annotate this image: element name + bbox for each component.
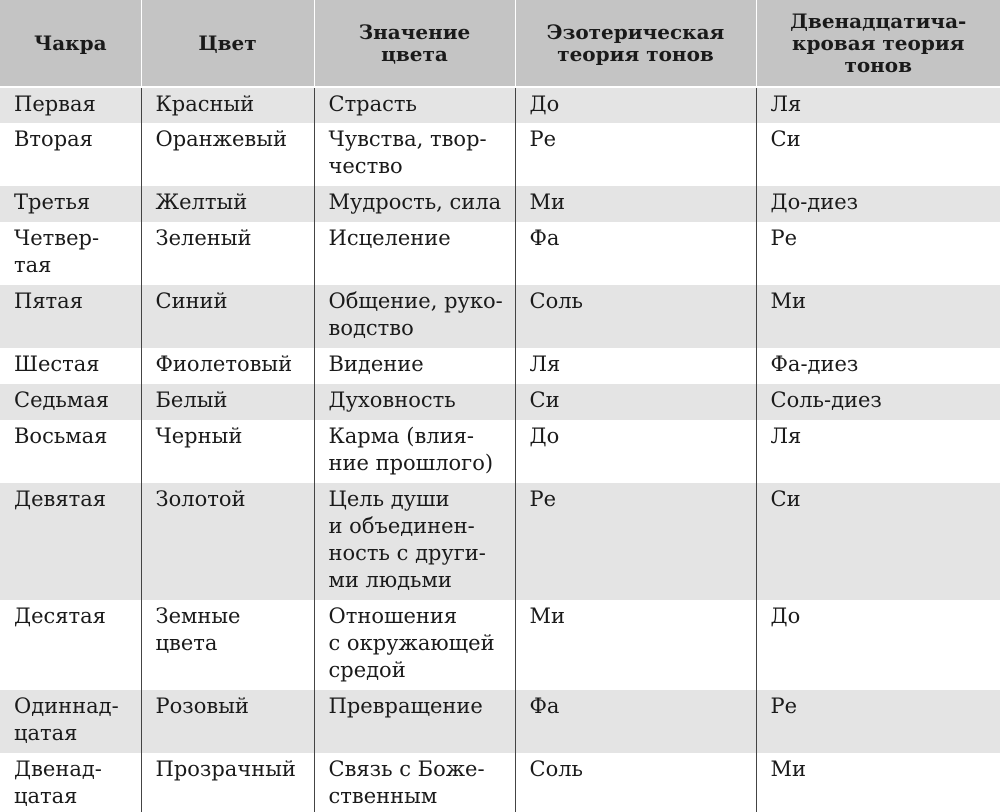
cell-color: Розовый — [141, 690, 314, 753]
cell-meaning: Чувства, твор- чество — [314, 123, 515, 186]
cell-color: Желтый — [141, 186, 314, 222]
cell-esoteric-tone: Соль — [515, 285, 756, 348]
table-row — [0, 123, 1000, 186]
cell-twelve-chakra-tone: Ми — [756, 285, 1000, 348]
cell-chakra: Седьмая — [0, 384, 141, 420]
cell-chakra: Двенад- цатая — [0, 753, 141, 812]
cell-chakra: Четвер- тая — [0, 222, 141, 285]
cell-color: Белый — [141, 384, 314, 420]
cell-twelve-chakra-tone: Ля — [756, 87, 1000, 123]
cell-meaning: Исцеление — [314, 222, 515, 285]
cell-chakra: Третья — [0, 186, 141, 222]
cell-esoteric-tone: Ми — [515, 600, 756, 690]
cell-color: Зеленый — [141, 222, 314, 285]
table-row — [0, 600, 1000, 690]
table-row — [0, 690, 1000, 753]
cell-color: Черный — [141, 420, 314, 483]
cell-color: Золотой — [141, 483, 314, 600]
cell-meaning: Отношения с окружающей средой — [314, 600, 515, 690]
cell-chakra: Восьмая — [0, 420, 141, 483]
cell-color: Земные цвета — [141, 600, 314, 690]
cell-twelve-chakra-tone: Ре — [756, 222, 1000, 285]
header-color: Цвет — [141, 0, 314, 87]
cell-esoteric-tone: Фа — [515, 222, 756, 285]
cell-twelve-chakra-tone: Ре — [756, 690, 1000, 753]
header-twelve-chakra-tone-theory: Двенадцатича- кровая теория тонов — [756, 0, 1000, 87]
cell-color: Синий — [141, 285, 314, 348]
cell-color: Красный — [141, 87, 314, 123]
cell-esoteric-tone: Фа — [515, 690, 756, 753]
cell-color: Оранжевый — [141, 123, 314, 186]
table-row — [0, 87, 1000, 123]
cell-chakra: Вторая — [0, 123, 141, 186]
table-row — [0, 285, 1000, 348]
cell-meaning: Духовность — [314, 384, 515, 420]
table-row — [0, 384, 1000, 420]
cell-twelve-chakra-tone: До-диез — [756, 186, 1000, 222]
cell-meaning: Общение, руко- водство — [314, 285, 515, 348]
header-color-meaning: Значение цвета — [314, 0, 515, 87]
cell-esoteric-tone: Си — [515, 384, 756, 420]
table-row — [0, 222, 1000, 285]
cell-twelve-chakra-tone: Фа-диез — [756, 348, 1000, 384]
cell-chakra: Шестая — [0, 348, 141, 384]
cell-esoteric-tone: Ля — [515, 348, 756, 384]
cell-esoteric-tone: До — [515, 87, 756, 123]
cell-esoteric-tone: Ми — [515, 186, 756, 222]
cell-meaning: Карма (влия- ние прошлого) — [314, 420, 515, 483]
table-row — [0, 483, 1000, 600]
cell-esoteric-tone: Ре — [515, 483, 756, 600]
cell-chakra: Пятая — [0, 285, 141, 348]
cell-twelve-chakra-tone: Ля — [756, 420, 1000, 483]
cell-chakra: Первая — [0, 87, 141, 123]
cell-chakra: Десятая — [0, 600, 141, 690]
header-chakra: Чакра — [0, 0, 141, 87]
cell-meaning: Связь с Боже- ственным — [314, 753, 515, 812]
cell-chakra: Одиннад- цатая — [0, 690, 141, 753]
cell-chakra: Девятая — [0, 483, 141, 600]
cell-twelve-chakra-tone: Си — [756, 483, 1000, 600]
cell-esoteric-tone: До — [515, 420, 756, 483]
cell-twelve-chakra-tone: Соль-диез — [756, 384, 1000, 420]
table-row — [0, 348, 1000, 384]
cell-meaning: Видение — [314, 348, 515, 384]
cell-twelve-chakra-tone: До — [756, 600, 1000, 690]
cell-meaning: Мудрость, сила — [314, 186, 515, 222]
header-esoteric-tone-theory: Эзотерическая теория тонов — [515, 0, 756, 87]
cell-color: Прозрачный — [141, 753, 314, 812]
cell-esoteric-tone: Ре — [515, 123, 756, 186]
table-row — [0, 420, 1000, 483]
cell-meaning: Цель души и объединен- ность с други- ми людьми — [314, 483, 515, 600]
table-row — [0, 753, 1000, 812]
cell-twelve-chakra-tone: Ми — [756, 753, 1000, 812]
cell-esoteric-tone: Соль — [515, 753, 756, 812]
cell-meaning: Страсть — [314, 87, 515, 123]
cell-color: Фиолетовый — [141, 348, 314, 384]
cell-twelve-chakra-tone: Си — [756, 123, 1000, 186]
table-header-row — [0, 0, 1000, 87]
cell-meaning: Превращение — [314, 690, 515, 753]
table-row — [0, 186, 1000, 222]
